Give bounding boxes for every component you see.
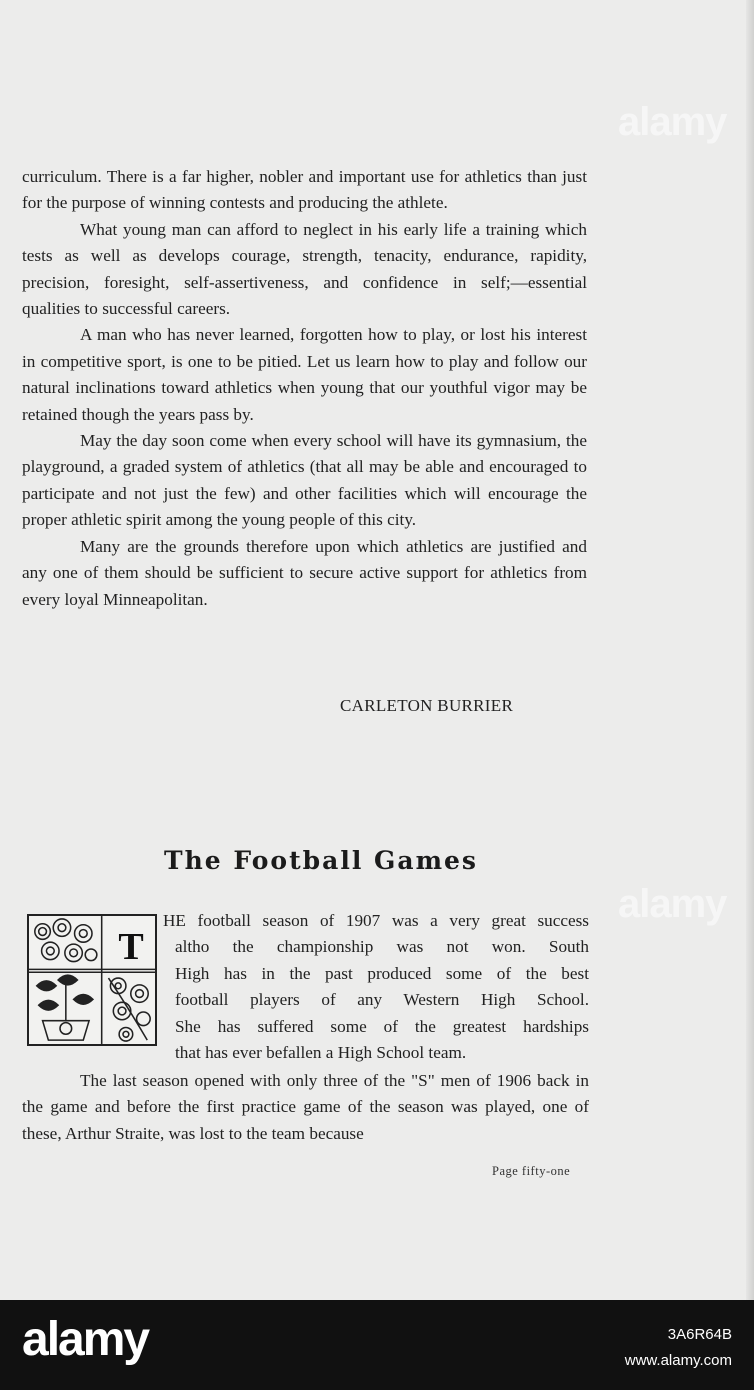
author-signature: CARLETON BURRIER: [340, 696, 514, 715]
page-edge: [746, 0, 754, 1300]
section-heading: The Football Games: [163, 846, 479, 875]
intro-line: football players of any Western High School.: [175, 990, 589, 1010]
intro-line: She has suffered some of the greatest hardships: [175, 1016, 589, 1036]
intro-line: High has in the past produced some of the best: [175, 963, 589, 983]
site-url: www.alamy.com: [624, 1352, 732, 1369]
drop-cap-letter: T: [118, 926, 144, 968]
paragraph-2: What young man can afford to neglect in his early life a training which tests as well as develops courage, strength, tenacity, endurance, rapidity, precision, foresight, self-assertiveness, and confidence in self;—essential qualities to successful careers.: [22, 219, 587, 319]
body-text-top: [22, 164, 587, 613]
continuation-paragraph: The last season opened with only three of the "S" men of 1906 back in the game and before the first practice game of the season was played, one of these, Arthur Straite, was lost to the team because: [22, 1071, 589, 1143]
stock-footer-bar: [0, 1300, 754, 1390]
intro-line: altho the championship was not won. South: [175, 937, 589, 957]
page-number: Page fifty-one: [492, 1164, 571, 1178]
paragraph-1: curriculum. There is a far higher, nobler and important use for athletics than just for the purpose of winning contests and producing the athlete.: [22, 167, 587, 213]
paragraph-4: May the day soon come when every school will have its gymnasium, the playground, a graded system of athletics (that all may be able and encouraged to participate and not just the few) and other facilities which will encourage the proper athletic spirit among the young people of this city.: [22, 431, 587, 530]
image-id: 3A6R64B: [667, 1326, 732, 1343]
paragraph-3: A man who has never learned, forgotten how to play, or lost his interest in competitive sport, is one to be pitied. Let us learn how to play and follow our natural inclinations toward athletics when young that our youthful vigor may be retained though the years pass by.: [22, 325, 587, 424]
watermark: alamy: [618, 100, 727, 144]
intro-line: HE football season of 1907 was a very great success: [163, 911, 589, 930]
watermark: alamy: [618, 882, 727, 926]
body-text-bottom: [22, 1068, 589, 1147]
intro-paragraph: [163, 908, 589, 1066]
intro-line: that has ever befallen a High School team.: [175, 1043, 467, 1063]
alamy-logo: alamy: [22, 1313, 149, 1366]
drop-cap-ornament: [27, 914, 157, 1046]
paragraph-5: Many are the grounds therefore upon which athletics are justified and any one of them should be sufficient to secure active support for athletics from every loyal Minneapolitan.: [22, 536, 587, 609]
